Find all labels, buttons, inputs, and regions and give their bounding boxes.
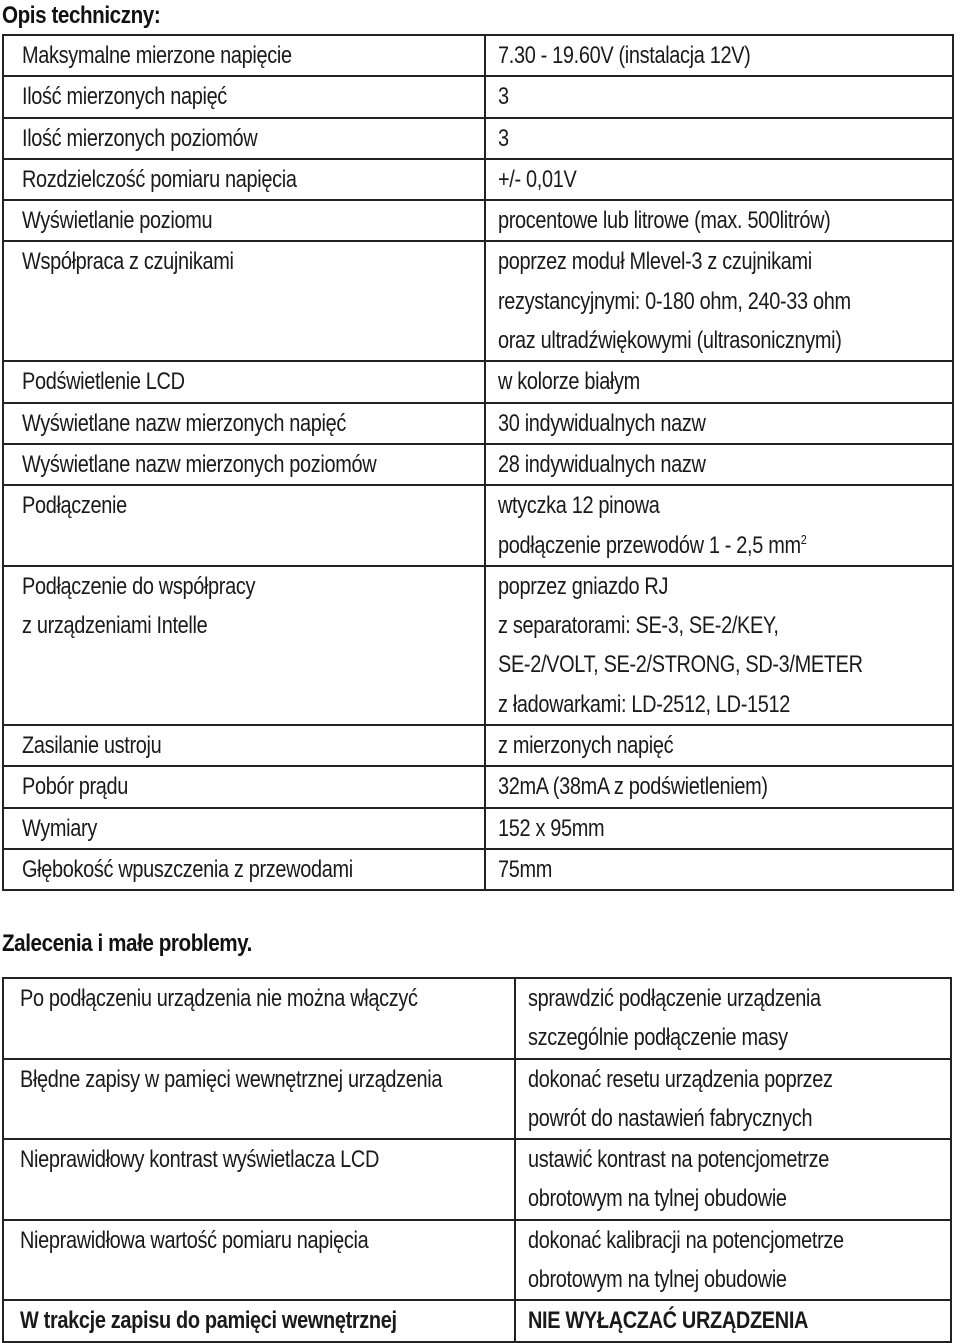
spec-row <box>3 725 953 766</box>
spec-value-line: +/- 0,01V <box>498 165 577 193</box>
problem-cell <box>3 1220 515 1301</box>
solution-cell-line: szczególnie podłączenie masy <box>528 1024 788 1052</box>
problem-cell <box>3 978 515 1059</box>
spec-value-line: 152 x 95mm <box>498 814 605 842</box>
spec-value-line: 30 indywidualnych nazw <box>498 409 706 437</box>
solution-cell-line: obrotowym na tylnej obudowie <box>528 1266 787 1294</box>
spec-row <box>3 241 953 361</box>
spec-label <box>3 403 485 444</box>
spec-label-line: Wyświetlanie poziomu <box>22 207 213 235</box>
spec-row <box>3 485 953 566</box>
spec-value-line: podłączenie przewodów 1 - 2,5 mm <box>498 531 801 559</box>
problem-cell-line: Po podłączeniu urządzenia nie można włączyć <box>20 985 418 1012</box>
spec-value-line: z separatorami: SE-3, SE-2/KEY, <box>498 612 779 640</box>
spec-row <box>3 361 953 402</box>
spec-label-line: Ilość mierzonych poziomów <box>22 124 258 152</box>
spec-value <box>485 118 953 159</box>
spec-row <box>3 403 953 444</box>
tips-row <box>3 1139 951 1220</box>
spec-label-line: Wymiary <box>22 814 97 842</box>
solution-cell-line: obrotowym na tylnej obudowie <box>528 1185 787 1213</box>
spec-value-line: w kolorze białym <box>498 368 640 396</box>
tips-row <box>3 1059 951 1140</box>
spec-value <box>485 725 953 766</box>
spec-label-line: Rozdzielczość pomiaru napięcia <box>22 165 297 193</box>
spec-row <box>3 566 953 725</box>
spec-value-line: 28 indywidualnych nazw <box>498 450 706 478</box>
spec-value-line: 32mA (38mA z podświetleniem) <box>498 773 768 801</box>
tips-heading: Zalecenia i małe problemy. <box>2 930 252 957</box>
solution-cell-line: ustawić kontrast na potencjometrze <box>528 1146 829 1174</box>
spec-value-line: 3 <box>498 124 509 152</box>
tips-row <box>3 1300 951 1341</box>
spec-label-line: Podłączenie do współpracy <box>22 572 256 600</box>
spec-value-line: poprzez moduł Mlevel-3 z czujnikami <box>498 248 812 276</box>
spec-label-line: Pobór prądu <box>22 773 128 801</box>
spec-value <box>485 241 953 361</box>
spec-row <box>3 444 953 485</box>
spec-label <box>3 76 485 117</box>
problem-cell-line: W trakcje zapisu do pamięci wewnętrznej <box>20 1307 397 1335</box>
spec-label <box>3 444 485 485</box>
spec-value <box>485 849 953 890</box>
spec-label-line: Wyświetlane nazw mierzonych napięć <box>22 409 346 437</box>
solution-cell-line: dokonać kalibracji na potencjometrze <box>528 1226 844 1254</box>
spec-label-line: Współpraca z czujnikami <box>22 248 234 276</box>
solution-cell <box>515 1059 951 1140</box>
spec-label-line: Zasilanie ustroju <box>22 732 162 760</box>
spec-label <box>3 725 485 766</box>
spec-row <box>3 118 953 159</box>
spec-value-line: oraz ultradźwiękowymi (ultrasonicznymi) <box>498 327 842 355</box>
spec-value <box>485 361 953 402</box>
problem-cell-line: Nieprawidłowy kontrast wyświetlacza LCD <box>20 1146 380 1174</box>
solution-cell-line: sprawdzić podłączenie urządzenia <box>528 985 821 1012</box>
problem-cell <box>3 1139 515 1220</box>
spec-label-line: Wyświetlane nazw mierzonych poziomów <box>22 450 377 478</box>
spec-value-line: wtyczka 12 pinowa <box>498 492 660 520</box>
spec-label-line: Podświetlenie LCD <box>22 368 185 396</box>
spec-label <box>3 766 485 807</box>
solution-cell <box>515 1220 951 1301</box>
spec-row <box>3 159 953 200</box>
spec-value <box>485 766 953 807</box>
solution-cell-line: powrót do nastawień fabrycznych <box>528 1104 813 1132</box>
spec-heading: Opis techniczny: <box>2 2 161 29</box>
spec-value <box>485 159 953 200</box>
spec-row <box>3 76 953 117</box>
spec-label <box>3 849 485 890</box>
solution-cell-line: dokonać resetu urządzenia poprzez <box>528 1065 833 1093</box>
spec-value-line: 75mm <box>498 855 553 883</box>
spec-label-line: Głębokość wpuszczenia z przewodami <box>22 855 353 883</box>
solution-cell <box>515 1139 951 1220</box>
spec-table <box>2 34 954 891</box>
spec-label <box>3 566 485 725</box>
spec-value <box>485 76 953 117</box>
spec-label-line: Maksymalne mierzone napięcie <box>22 42 292 69</box>
solution-cell-line: NIE WYŁĄCZAĆ URZĄDZENIA <box>528 1307 809 1335</box>
spec-value-line: SE-2/VOLT, SE-2/STRONG, SD-3/METER <box>498 651 863 679</box>
spec-value-line: z ładowarkami: LD-2512, LD-1512 <box>498 690 790 718</box>
spec-value <box>485 808 953 849</box>
spec-value-line: poprzez gniazdo RJ <box>498 572 669 600</box>
problem-cell-line: Nieprawidłowa wartość pomiaru napięcia <box>20 1226 369 1254</box>
spec-row <box>3 849 953 890</box>
spec-label <box>3 159 485 200</box>
spec-value-line: z mierzonych napięć <box>498 732 674 760</box>
tips-row <box>3 978 951 1059</box>
spec-value-line: 7.30 - 19.60V (instalacja 12V) <box>498 42 751 69</box>
problem-cell <box>3 1059 515 1140</box>
spec-row <box>3 808 953 849</box>
spec-label <box>3 808 485 849</box>
spec-row <box>3 200 953 241</box>
tips-row <box>3 1220 951 1301</box>
spec-value <box>485 444 953 485</box>
superscript: 2 <box>800 531 807 547</box>
spec-label-line: Podłączenie <box>22 492 127 520</box>
spec-value <box>485 566 953 725</box>
spec-value <box>485 403 953 444</box>
spec-label <box>3 241 485 361</box>
spec-label <box>3 200 485 241</box>
spec-value-line: procentowe lub litrowe (max. 500litrów) <box>498 207 831 235</box>
spec-label <box>3 35 485 76</box>
solution-cell <box>515 1300 951 1341</box>
spec-row <box>3 766 953 807</box>
spec-value <box>485 200 953 241</box>
problem-cell-line: Błędne zapisy w pamięci wewnętrznej urządzenia <box>20 1065 443 1093</box>
spec-label <box>3 485 485 566</box>
tips-table <box>2 977 952 1343</box>
spec-value-line: rezystancyjnymi: 0-180 ohm, 240-33 ohm <box>498 287 851 315</box>
spec-label <box>3 118 485 159</box>
solution-cell <box>515 978 951 1059</box>
spec-label-line: Ilość mierzonych napięć <box>22 83 227 111</box>
spec-value <box>485 485 953 566</box>
spec-row <box>3 35 953 76</box>
spec-value-line: 3 <box>498 83 509 111</box>
problem-cell <box>3 1300 515 1341</box>
spec-label-line: z urządzeniami Intelle <box>22 612 208 640</box>
spec-value <box>485 35 953 76</box>
spec-label <box>3 361 485 402</box>
